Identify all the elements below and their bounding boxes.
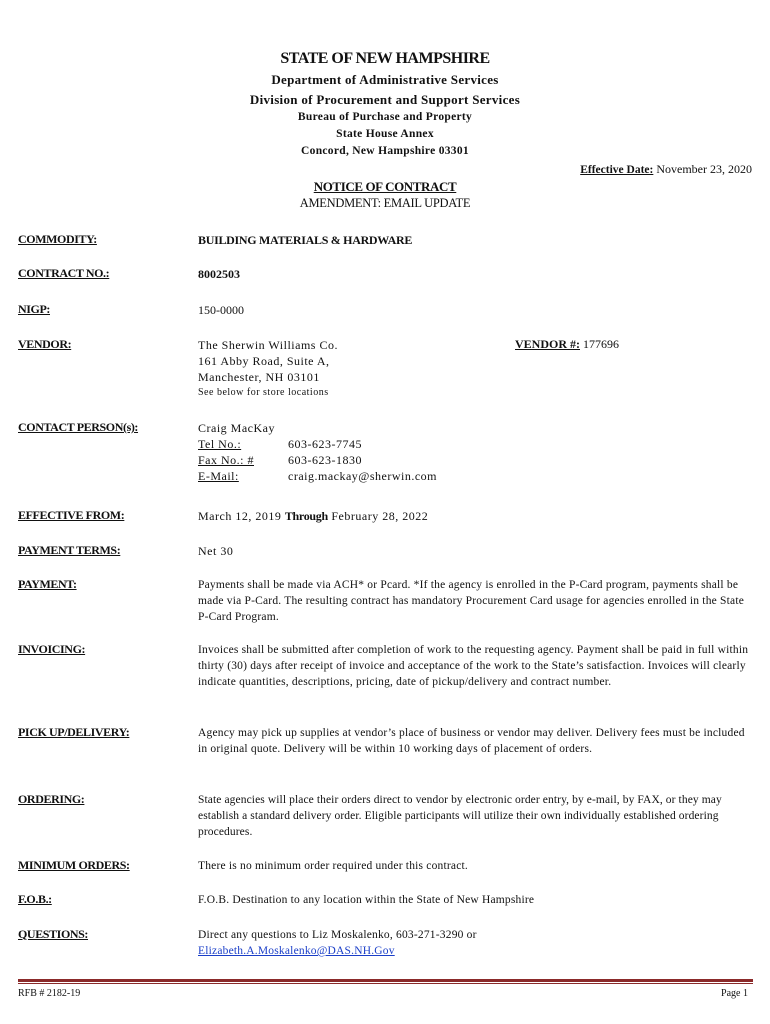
division-name: Division of Procurement and Support Services [249,92,521,107]
effective-date [580,162,752,177]
contract-no-label: CONTRACT NO.: [18,266,110,280]
email-value[interactable]: craig.mackay@sherwin.com [288,469,437,483]
questions-label: QUESTIONS: [18,927,89,941]
footer-divider-thin [18,983,753,984]
pickup-label: PICK UP/DELIVERY: [18,725,130,739]
vendor-address1: 161 Abby Road, Suite A, [198,354,330,368]
city-address: Concord, New Hampshire 03301 [301,145,469,157]
payment-terms-value: Net 30 [198,544,234,558]
effective-from-value [198,508,753,524]
vendor-label: VENDOR: [18,337,72,351]
payment-label: PAYMENT: [18,577,77,591]
ordering-label: ORDERING: [18,792,85,806]
contact-label: CONTACT PERSON(s): [18,420,139,434]
vendor-note: See below for store locations [198,387,329,398]
fax-label: Fax No.: # [198,453,254,467]
payment-value: Payments shall be made via ACH* or Pcard. *If the agency is enrolled in the P-Card program, payments shall be made via P-Card. The resulting contract has mandatory Procurement Card usage for agencies enrolled in the State P-Card Program. [198,579,745,623]
footer-page-number: Page 1 [721,988,748,999]
contact-block [198,420,753,484]
commodity-label: COMMODITY: [18,232,97,246]
questions-block [198,927,753,959]
vendor-block [198,337,753,401]
contract-no-value: 8002503 [198,267,240,281]
footer-rfb: RFB # 2182-19 [18,988,81,999]
effective-through: Through [284,509,328,523]
effective-end: February 28, 2022 [331,509,429,523]
questions-email-link[interactable]: Elizabeth.A.Moskalenko@DAS.NH.Gov [198,945,395,957]
tel-value: 603-623-7745 [288,437,362,451]
footer-divider-thick [18,979,753,982]
contact-name: Craig MacKay [198,421,275,435]
ordering-value: State agencies will place their orders direct to vendor by electronic order entry, by e-mail, by FAX, or they may establish a standard delivery order. Eligible participants will utilize their own individually established ordering procedures. [198,794,722,838]
nigp-value: 150-0000 [198,303,244,317]
invoicing-value: Invoices shall be submitted after completion of work to the requesting agency. Payment shall be paid in full within thirty (30) days after receipt of invoice and acceptance of the work to the State’s satisfaction. Invoices will clearly indicate quantities, descriptions, pricing, date of pickup/delivery and contract number. [198,644,749,688]
nigp-label: NIGP: [18,302,50,316]
effective-start: March 12, 2019 [198,509,282,523]
fax-value: 603-623-1830 [288,453,362,467]
notice-title: NOTICE OF CONTRACT [313,179,457,194]
vendor-number [515,337,619,352]
building-name: State House Annex [336,128,434,140]
email-label: E-Mail: [198,469,239,483]
effective-from-label: EFFECTIVE FROM: [18,508,125,522]
effective-date-value: November 23, 2020 [656,162,752,176]
minimum-value: There is no minimum order required under this contract. [198,860,468,872]
tel-label: Tel No.: [198,437,242,451]
pickup-value: Agency may pick up supplies at vendor’s place of business or vendor may deliver. Delivery fees must be included in original quote. Delivery will be within 10 working days of placement of orders. [198,727,745,755]
questions-value: Direct any questions to Liz Moskalenko, 603-271-3290 or [198,929,477,941]
minimum-label: MINIMUM ORDERS: [18,858,130,872]
amendment-title: AMENDMENT: EMAIL UPDATE [299,196,471,210]
effective-date-label: Effective Date: [580,164,654,176]
bureau-name: Bureau of Purchase and Property [297,111,473,123]
payment-terms-label: PAYMENT TERMS: [18,543,121,557]
invoicing-label: INVOICING: [18,642,86,656]
state-title: STATE OF NEW HAMPSHIRE [280,50,490,67]
vendor-number-value: 177696 [583,337,619,351]
fob-value: F.O.B. Destination to any location within the State of New Hampshire [198,894,535,906]
vendor-name: The Sherwin Williams Co. [198,338,338,352]
commodity-value: BUILDING MATERIALS & HARDWARE [198,233,413,247]
department-name: Department of Administrative Services [271,72,499,87]
vendor-number-label: VENDOR #: [515,337,580,351]
vendor-address2: Manchester, NH 03101 [198,370,320,384]
fob-label: F.O.B.: [18,892,52,906]
